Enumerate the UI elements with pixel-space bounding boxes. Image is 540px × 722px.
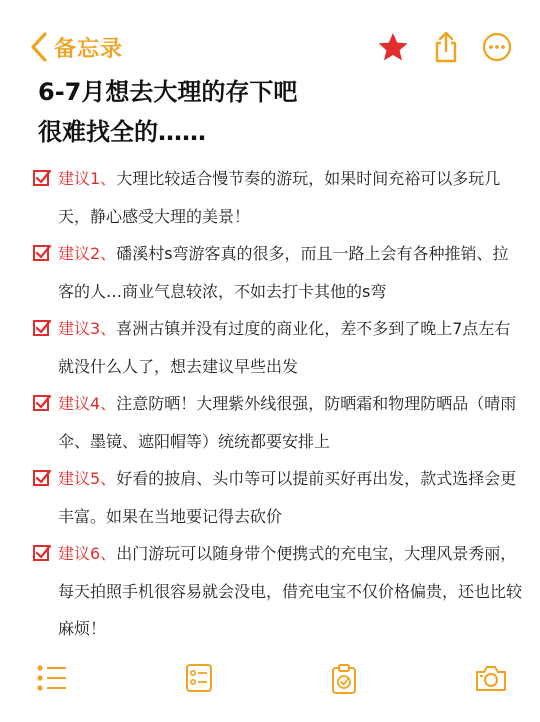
item-body: 磻溪村s弯游客真的很多，而且一路上会有各种推销、拉客的人…商业气息较浓，不如去打卡其他的s弯 bbox=[58, 244, 509, 301]
list-item bbox=[32, 385, 522, 460]
item-body: 大理比较适合慢节奏的游玩，如果时间充裕可以多玩几天，静心感受大理的美景！ bbox=[58, 169, 501, 226]
item-text bbox=[58, 235, 522, 310]
item-text bbox=[58, 310, 522, 385]
list-item bbox=[32, 535, 522, 648]
item-body: 注意防晒！大理紫外线很强，防晒霜和物理防晒品（晴雨伞、墨镜、遮阳帽等）统统都要安排上 bbox=[58, 394, 517, 451]
top-actions bbox=[376, 30, 512, 64]
title-line-2: 很难找全的…… bbox=[38, 118, 206, 146]
clipboard-check-icon[interactable] bbox=[330, 663, 358, 695]
checklist-icon[interactable] bbox=[185, 663, 213, 693]
checkbox-checked-icon[interactable] bbox=[32, 460, 52, 488]
item-tag: 建议6、 bbox=[58, 544, 117, 563]
chevron-left-icon bbox=[28, 30, 50, 64]
checkbox-checked-icon[interactable] bbox=[32, 160, 52, 188]
item-tag: 建议5、 bbox=[58, 469, 117, 488]
item-body: 好看的披肩、头巾等可以提前买好再出发，款式选择会更丰富。如果在当地要记得去砍价 bbox=[58, 469, 517, 526]
back-button[interactable] bbox=[28, 30, 123, 64]
bottom-toolbar bbox=[0, 655, 540, 705]
item-text bbox=[58, 160, 522, 235]
list-item bbox=[32, 160, 522, 235]
list-icon[interactable] bbox=[36, 663, 68, 693]
share-icon[interactable] bbox=[432, 30, 460, 64]
item-tag: 建议3、 bbox=[58, 319, 117, 338]
item-tag: 建议1、 bbox=[58, 169, 117, 188]
more-icon[interactable] bbox=[482, 32, 512, 62]
star-icon[interactable] bbox=[376, 30, 410, 64]
item-body: 喜洲古镇并没有过度的商业化，差不多到了晚上7点左右就没什么人了，想去建议早些出发 bbox=[58, 319, 511, 376]
item-body: 出门游玩可以随身带个便携式的充电宝，大理风景秀丽，每天拍照手机很容易就会没电，借充电宝不仅价格偏贵，还也比较麻烦！ bbox=[58, 544, 523, 638]
checkbox-checked-icon[interactable] bbox=[32, 310, 52, 338]
suggestion-list bbox=[32, 160, 522, 648]
item-text bbox=[58, 460, 522, 535]
item-tag: 建议2、 bbox=[58, 244, 117, 263]
item-tag: 建议4、 bbox=[58, 394, 117, 413]
note-title bbox=[38, 72, 297, 152]
checkbox-checked-icon[interactable] bbox=[32, 535, 52, 563]
back-label: 备忘录 bbox=[54, 36, 124, 62]
list-item bbox=[32, 460, 522, 535]
checkbox-checked-icon[interactable] bbox=[32, 385, 52, 413]
item-text bbox=[58, 385, 522, 460]
list-item bbox=[32, 235, 522, 310]
title-line-1: 6-7月想去大理的存下吧 bbox=[38, 78, 298, 106]
item-text bbox=[58, 535, 522, 648]
checkbox-checked-icon[interactable] bbox=[32, 235, 52, 263]
camera-icon[interactable] bbox=[474, 663, 508, 693]
list-item bbox=[32, 310, 522, 385]
